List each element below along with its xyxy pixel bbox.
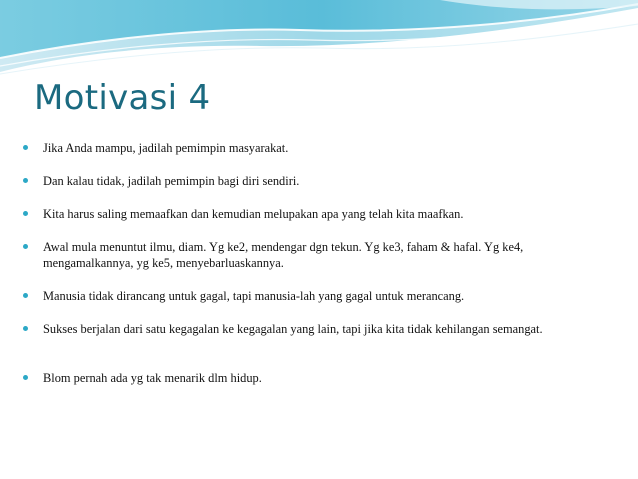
list-item bbox=[23, 321, 603, 337]
bullet-icon bbox=[23, 293, 28, 298]
list-item bbox=[23, 206, 603, 222]
bullet-icon bbox=[23, 211, 28, 216]
bullet-text: Kita harus saling memaafkan dan kemudian melupakan apa yang telah kita maafkan. bbox=[43, 207, 464, 221]
bullet-icon bbox=[23, 145, 28, 150]
bullet-text: Sukses berjalan dari satu kegagalan ke kegagalan yang lain, tapi jika kita tidak kehilangan semangat. bbox=[43, 322, 543, 336]
bullet-text: Jika Anda mampu, jadilah pemimpin masyarakat. bbox=[43, 141, 289, 155]
list-item bbox=[23, 288, 603, 304]
list-item bbox=[23, 370, 603, 386]
bullet-text: Manusia tidak dirancang untuk gagal, tapi manusia-lah yang gagal untuk merancang. bbox=[43, 289, 465, 303]
bullet-icon bbox=[23, 326, 28, 331]
list-item bbox=[23, 173, 603, 189]
bullet-text: Dan kalau tidak, jadilah pemimpin bagi diri sendiri. bbox=[43, 174, 300, 188]
list-item bbox=[23, 140, 603, 156]
slide-title: Motivasi 4 bbox=[34, 78, 211, 118]
bullet-icon bbox=[23, 375, 28, 380]
bullet-icon bbox=[23, 244, 28, 249]
bullet-icon bbox=[23, 178, 28, 183]
bullet-text: Blom pernah ada yg tak menarik dlm hidup. bbox=[43, 371, 262, 385]
list-item bbox=[23, 239, 603, 271]
bullet-text: Awal mula menuntut ilmu, diam. Yg ke2, mendengar dgn tekun. Yg ke3, faham & hafal. Yg ke4, mengamalkannya, yg ke5, menyebarluaskannya. bbox=[43, 240, 524, 270]
